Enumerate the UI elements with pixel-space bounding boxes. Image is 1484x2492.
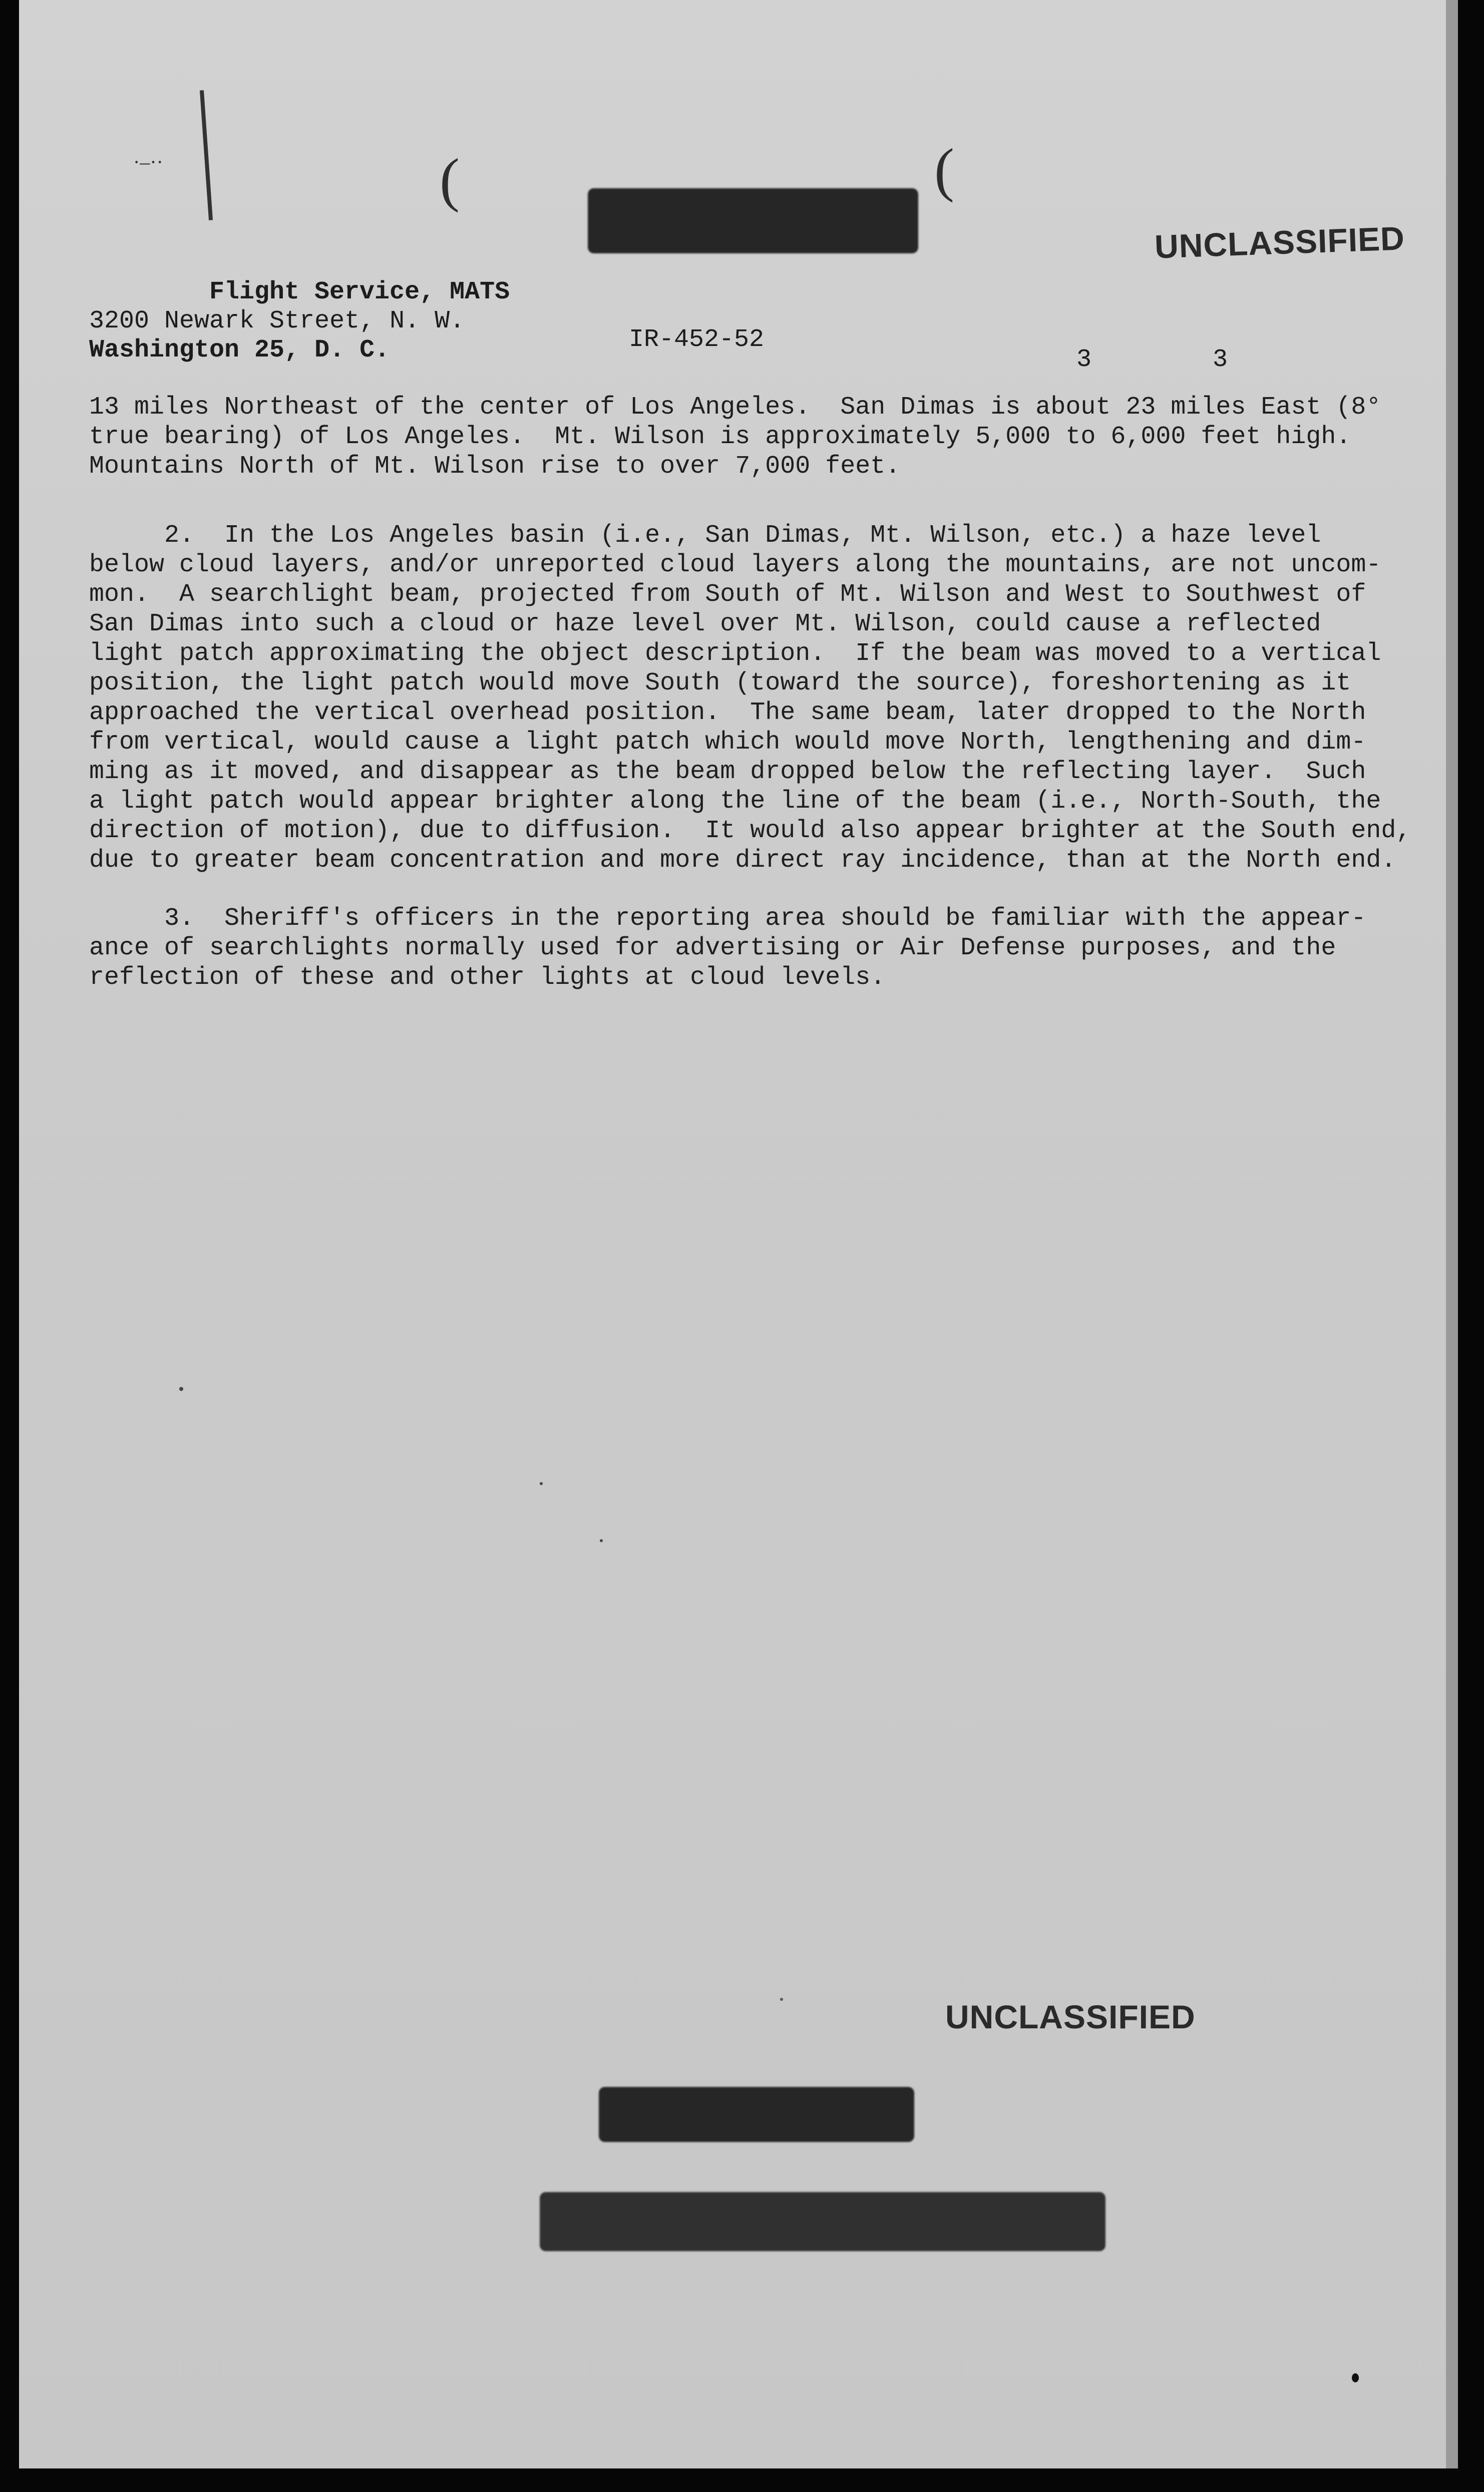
text-line: San Dimas into such a cloud or haze level over Mt. Wilson, could cause a reflected (89, 610, 1321, 638)
page-number-b: 3 (1213, 345, 1228, 374)
text-line: 3. Sheriff's officers in the reporting area should be familiar with the appear- (89, 904, 1366, 933)
header-city-line: Washington 25, D. C. (89, 336, 390, 365)
bracket-mark-left: ( (440, 146, 460, 213)
paragraph-2 (89, 521, 1411, 875)
redaction-bar-bottom (540, 2192, 1105, 2251)
text-line: a light patch would appear brighter along the line of the beam (i.e., North-South, the (89, 787, 1381, 816)
classification-stamp-bottom: UNCLASSIFIED (945, 1998, 1196, 2035)
speck (179, 1387, 183, 1391)
speck (1352, 2373, 1359, 2382)
text-line: light patch approximating the object description. If the beam was moved to a vertical (89, 639, 1381, 668)
text-line: 2. In the Los Angeles basin (i.e., San Dimas, Mt. Wilson, etc.) a haze level (89, 521, 1321, 550)
speck (540, 1482, 543, 1485)
handwritten-mark: ·–·· (133, 151, 163, 173)
page-edge (1446, 0, 1458, 2468)
text-line: mon. A searchlight beam, projected from South of Mt. Wilson and West to Southwest of (89, 580, 1366, 609)
document-page (19, 0, 1458, 2468)
header-org-line: Flight Service, MATS (209, 278, 510, 306)
classification-stamp-top: UNCLASSIFIED (1154, 219, 1405, 265)
text-line: position, the light patch would move South (toward the source), foreshortening as it (89, 669, 1351, 697)
text-line: below cloud layers, and/or unreported cloud layers along the mountains, are not uncom- (89, 551, 1381, 579)
page-number-a: 3 (1076, 345, 1092, 374)
header-street-line: 3200 Newark Street, N. W. (89, 307, 465, 335)
paragraph-3 (89, 904, 1366, 992)
redaction-bar-middle (599, 2087, 914, 2142)
redaction-bar-top (588, 188, 918, 253)
intro-text (89, 393, 1381, 481)
bracket-mark-right: ( (934, 136, 954, 203)
speck (780, 1998, 783, 2001)
text-line: from vertical, would cause a light patch which would move North, lengthening and dim- (89, 728, 1366, 757)
text-line: reflection of these and other lights at cloud levels. (89, 963, 886, 992)
text-line: Mountains North of Mt. Wilson rise to over 7,000 feet. (89, 452, 901, 481)
text-line: true bearing) of Los Angeles. Mt. Wilson is approximately 5,000 to 6,000 feet high. (89, 423, 1351, 451)
text-line: ming as it moved, and disappear as the beam dropped below the reflecting layer. Such (89, 758, 1366, 786)
handwritten-stroke (200, 90, 213, 220)
text-line: 13 miles Northeast of the center of Los Angeles. San Dimas is about 23 miles East (8° (89, 393, 1381, 422)
text-line: approached the vertical overhead position. The same beam, later dropped to the North (89, 698, 1366, 727)
text-line: ance of searchlights normally used for advertising or Air Defense purposes, and the (89, 934, 1336, 962)
speck (600, 1539, 603, 1542)
text-line: due to greater beam concentration and more direct ray incidence, than at the North end. (89, 846, 1396, 875)
text-line: direction of motion), due to diffusion. It would also appear brighter at the South end, (89, 817, 1411, 845)
document-number: IR-452-52 (629, 325, 765, 354)
